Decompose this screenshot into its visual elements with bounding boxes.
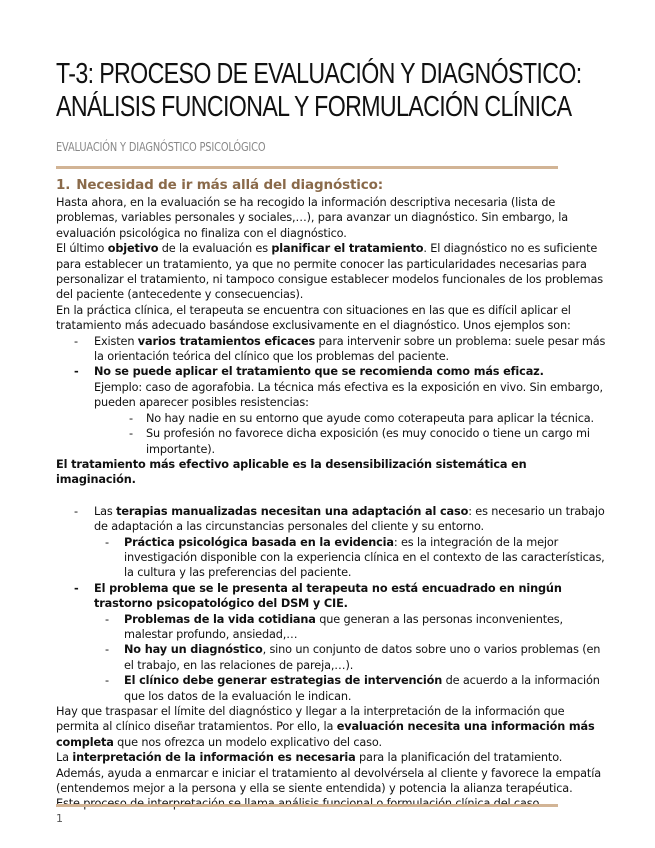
- text-run: Su profesión no favorece dicha exposición (es muy conocido o tiene un cargo mi importante).: [146, 427, 590, 456]
- paragraph-5: [56, 750, 608, 796]
- paragraph-2: [56, 241, 608, 303]
- title-line-1: T-3: PROCESO DE EVALUACIÓN Y DIAGNÓSTICO:: [56, 58, 582, 90]
- list-item: [56, 504, 608, 535]
- bold-run: varios tratamientos eficaces: [137, 334, 316, 348]
- text-run: Las: [94, 504, 117, 518]
- section-number: 1.: [56, 177, 71, 193]
- text-run: . El diagnóstico no es suficiente para establecer un tratamiento, ya que no permite conocer las particularidades necesarias para personalizar el tratamiento, ni tampoco consigue establecer modelos funcionales de los problemas del paciente (antecedente y consecuencias).: [56, 242, 604, 302]
- bullet-dash: -: [105, 643, 109, 657]
- text-run: Existen: [94, 334, 138, 348]
- bullet-dash: -: [74, 365, 79, 379]
- bold-run: Práctica psicológica basada en la evidencia: [124, 535, 394, 549]
- bullet-dash: -: [74, 504, 78, 518]
- bold-run: No se puede aplicar el tratamiento que se recomienda como más eficaz.: [94, 365, 544, 379]
- bold-run: interpretación de la información es necesaria: [72, 751, 356, 765]
- bold-run: El clínico debe generar estrategias de intervención: [124, 674, 443, 688]
- document-body: [56, 176, 608, 812]
- bold-run: terapias manualizadas necesitan una adaptación al caso: [116, 504, 469, 518]
- bullet-dash: -: [129, 411, 133, 425]
- bullet-dash: -: [74, 334, 78, 348]
- bold-run: evaluación necesita una información más completa: [56, 720, 595, 749]
- section-heading-text: Necesidad de ir más allá del diagnóstico:: [76, 177, 383, 193]
- list-item: [56, 364, 608, 379]
- title-line-2: ANÁLISIS FUNCIONAL Y FORMULACIÓN CLÍNICA: [56, 91, 572, 123]
- sub-list-item: [56, 673, 608, 704]
- bold-run: No hay un diagnóstico: [124, 643, 263, 657]
- text-run: de acuerdo a la información que los datos de la evaluación le indican.: [124, 674, 600, 703]
- document-subtitle: EVALUACIÓN Y DIAGNÓSTICO PSICOLÓGICO: [56, 140, 266, 154]
- text-run: , sino un conjunto de datos sobre uno o varios problemas (en el trabajo, en las relaciones de pareja,…).: [124, 643, 601, 672]
- bold-run: El tratamiento más efectivo aplicable es la desensibilización sistemática en imaginación.: [56, 457, 527, 487]
- document-title: [56, 58, 582, 124]
- bold-run: objetivo: [107, 242, 159, 256]
- text-run: La: [56, 751, 73, 765]
- sub-list-item: [56, 535, 608, 581]
- text-run: : es necesario un trabajo de adaptación a las circunstancias personales del cliente y su entorno.: [94, 504, 605, 534]
- page-number: 1: [56, 812, 63, 825]
- bold-run: Problemas de la vida cotidiana: [124, 612, 316, 626]
- text-run: que generan a las personas inconvenientes, malestar profundo, ansiedad,…: [124, 612, 563, 641]
- sub-list-item: [56, 612, 608, 643]
- bullet-dash: -: [105, 535, 109, 549]
- text-run: que nos ofrezca un modelo explicativo del caso.: [113, 735, 382, 749]
- sub-list-item: [56, 426, 608, 457]
- sub-list-item: [56, 411, 608, 426]
- text-run: : es la integración de la mejor investigación disponible con la experiencia clínica en el contexto de las características, la cultura y las preferencias del paciente.: [124, 535, 605, 580]
- text-run: de la evaluación es: [158, 242, 272, 256]
- text-run: para la planificación del tratamiento. Además, ayuda a enmarcar e iniciar el tratamiento al devolvérsela al cliente y favorece la empatía (entendemos mejor a la persona y ella se siente entendida) y potencia la alianza terapéutica.: [56, 751, 601, 796]
- paragraph-3: En la práctica clínica, el terapeuta se encuentra con situaciones en las que es difícil aplicar el tratamiento más adecuado basándose exclusivamente en el diagnóstico. Unos ejemplos son:: [56, 303, 571, 333]
- bullet-dash: -: [74, 581, 79, 595]
- bold-run: planificar el tratamiento: [271, 242, 424, 256]
- bullet-dash: -: [105, 612, 109, 626]
- text-run: El último: [56, 242, 108, 256]
- conclusion: [56, 457, 608, 488]
- example-paragraph: Ejemplo: caso de agorafobia. La técnica más efectiva es la exposición en vivo. Sin embargo, pueden aparecer posibles resistencias:: [94, 380, 603, 410]
- text-run: No hay nadie en su entorno que ayude como coterapeuta para aplicar la técnica.: [146, 411, 594, 425]
- footer-divider: [56, 804, 558, 807]
- list-item: [56, 334, 608, 365]
- list-item: [56, 581, 608, 612]
- text-run: Hay que traspasar el límite del diagnóstico y llegar a la interpretación de la información que permita al clínico diseñar tratamientos. Por ello, la: [56, 705, 565, 734]
- paragraph-1: Hasta ahora, en la evaluación se ha recogido la información descriptiva necesaria (lista de problemas, variables personales y sociales,…), para avanzar un diagnóstico. Sin embargo, la evaluación psicológica no finaliza con el diagnóstico.: [56, 196, 568, 240]
- sub-list-item: [56, 642, 608, 673]
- spacer: [56, 488, 608, 504]
- bold-run: El problema que se le presenta al terapeuta no está encuadrado en ningún trastorno psicopatológico del DSM y CIE.: [94, 581, 562, 611]
- text-run: para intervenir sobre un problema: suele pesar más la orientación teórica del clínico que los problemas del paciente.: [94, 334, 606, 364]
- section-heading: [56, 176, 608, 195]
- bullet-dash: -: [129, 427, 133, 441]
- header-divider: [56, 166, 558, 169]
- bullet-dash: -: [105, 674, 109, 688]
- paragraph-4: [56, 704, 608, 750]
